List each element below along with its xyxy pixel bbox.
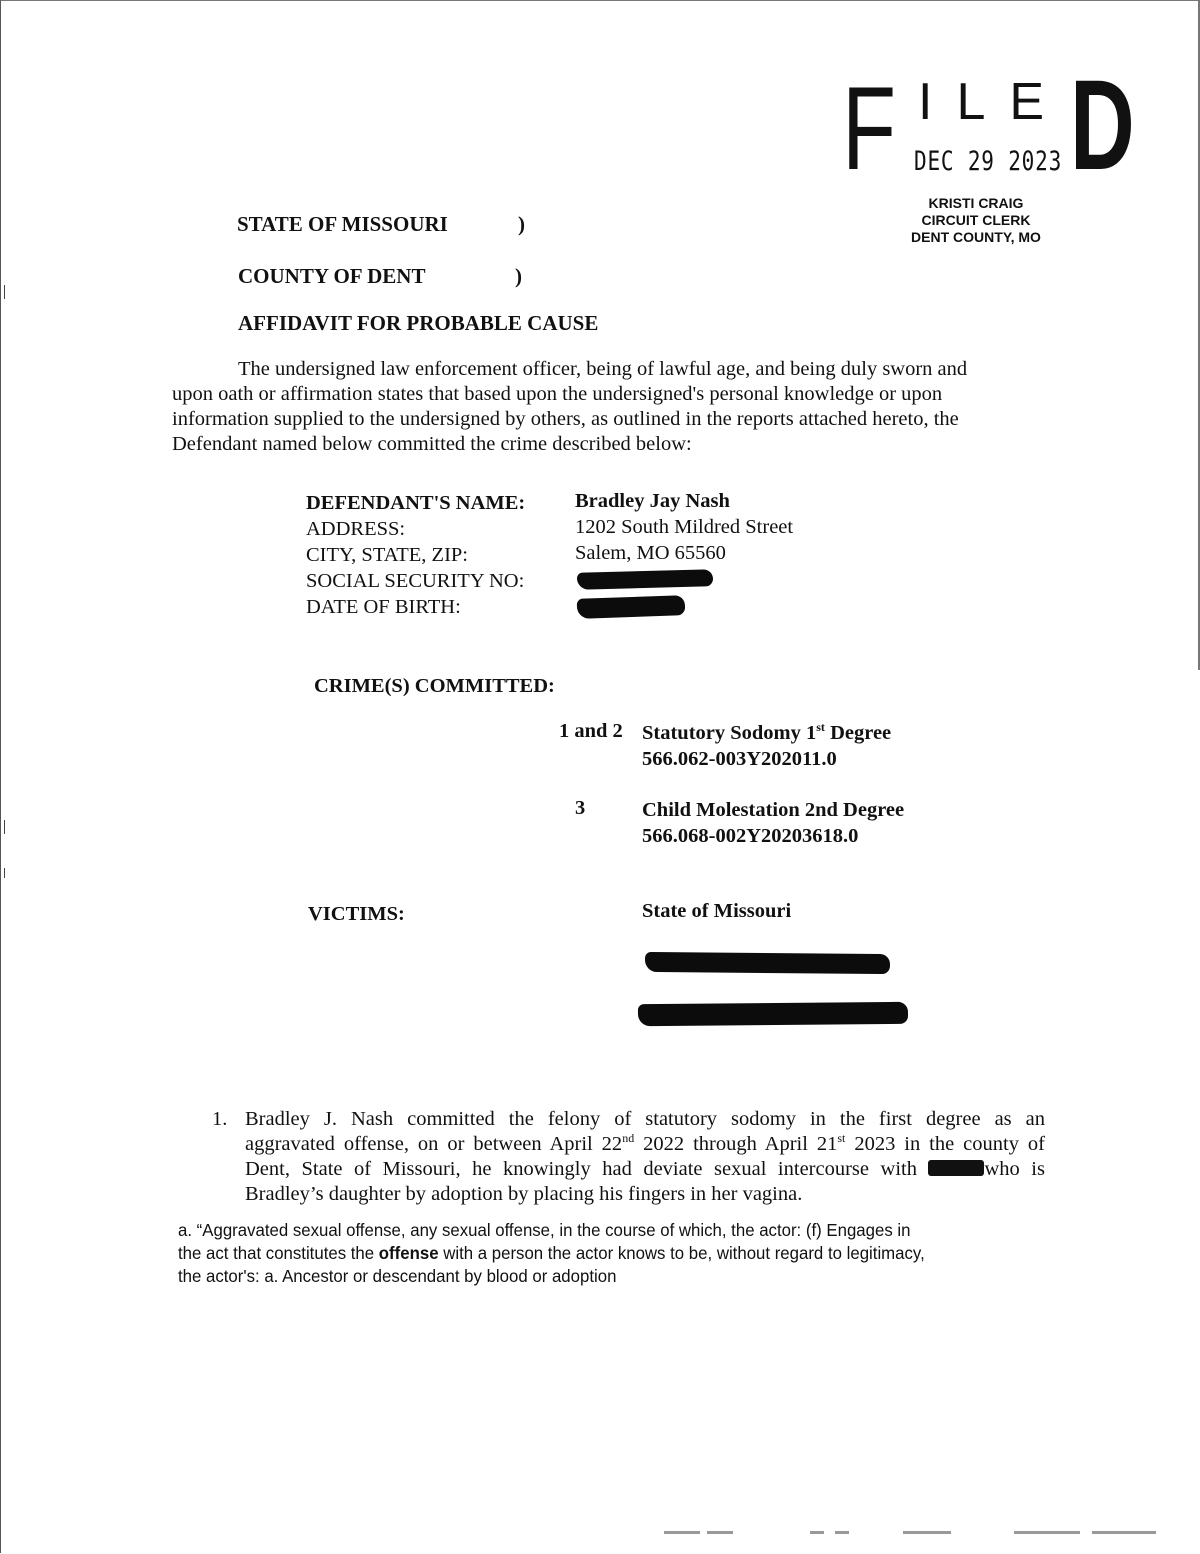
stamp-letter-d: D: [1070, 54, 1135, 197]
crime-code: 566.062-003Y202011.0: [642, 748, 837, 770]
stamp-date: DEC 29 2023: [914, 146, 1063, 177]
redaction-bar-dob: [577, 595, 686, 619]
scan-smudge: [1092, 1531, 1156, 1534]
crime-item: [642, 720, 891, 772]
intro-line: upon oath or affirmation states that based upon the undersigned's personal knowledge or upon: [172, 383, 943, 405]
defendant-labels: [306, 490, 525, 620]
scan-smudge: [810, 1531, 824, 1534]
narrative-line: Bradley’s daughter by adoption by placing his fingers in her vagina.: [245, 1183, 803, 1205]
scan-mark: [4, 868, 5, 878]
label-address: ADDRESS:: [306, 518, 406, 540]
intro-line: Defendant named below committed the crime described below:: [172, 433, 692, 455]
crime-name: Child Molestation 2nd Degree: [642, 799, 905, 821]
crimes-heading: CRIME(S) COMMITTED:: [314, 675, 555, 697]
victims-heading: VICTIMS:: [308, 903, 405, 925]
caption-paren: ): [518, 212, 525, 236]
scan-smudge: [664, 1531, 700, 1534]
definition-line: a. “Aggravated sexual offense, any sexual offense, in the course of which, the actor: (f) Engages in: [178, 1220, 911, 1240]
narrative-paragraph: [245, 1107, 1045, 1207]
intro-line: The undersigned law enforcement officer, being of lawful age, and being duly sworn and: [238, 358, 968, 380]
label-ssn: SOCIAL SECURITY NO:: [306, 570, 525, 592]
intro-line: information supplied to the undersigned by others, as outlined in the reports attached hereto, the: [172, 408, 959, 430]
label-defendant-name: DEFENDANT'S NAME:: [306, 492, 526, 514]
label-city-state-zip: CITY, STATE, ZIP:: [306, 544, 468, 566]
value-city-state-zip: Salem, MO 65560: [575, 542, 726, 564]
caption-county: COUNTY OF DENT: [238, 264, 426, 288]
scan-mark: [4, 820, 5, 834]
redaction-bar-inline: [928, 1160, 984, 1176]
narrative-line: aggravated offense, on or between April 22nd 2022 through April 21st 2023 in the county of: [245, 1131, 1045, 1155]
scan-smudge: [835, 1531, 849, 1534]
stamp-letters-ile: ILE: [918, 73, 1069, 131]
redaction-bar-victim: [638, 1002, 908, 1026]
scan-mark: [4, 285, 5, 299]
caption-state: STATE OF MISSOURI: [237, 212, 448, 236]
value-defendant-name: Bradley Jay Nash: [575, 490, 730, 512]
clerk-county: DENT COUNTY, MO: [911, 229, 1041, 245]
scan-smudge: [707, 1531, 733, 1534]
crime-item: [642, 797, 904, 849]
redaction-bar-victim: [645, 952, 890, 974]
crime-name: Statutory Sodomy 1st Degree: [642, 720, 892, 744]
scan-smudge: [903, 1531, 951, 1534]
defendant-values: [575, 488, 793, 566]
clerk-title: CIRCUIT CLERK: [921, 212, 1031, 228]
intro-paragraph: [172, 357, 1052, 457]
definition-paragraph: [178, 1219, 1042, 1288]
crime-code: 566.068-002Y20203618.0: [642, 825, 859, 847]
clerk-block: [896, 195, 1056, 246]
label-dob: DATE OF BIRTH:: [306, 596, 461, 618]
narrative-line: Dent, State of Missouri, he knowingly had deviate sexual intercourse with who is: [245, 1158, 1045, 1180]
victim-state: State of Missouri: [642, 900, 792, 922]
narrative-line: Bradley J. Nash committed the felony of statutory sodomy in the first degree as an: [245, 1108, 1045, 1130]
clerk-name: KRISTI CRAIG: [928, 195, 1024, 211]
caption-paren: ): [515, 264, 522, 288]
redaction-bar-ssn: [577, 569, 713, 590]
definition-line: the actor's: a. Ancestor or descendant by blood or adoption: [178, 1266, 617, 1286]
crime-counts: 1 and 2: [559, 720, 623, 742]
document-title: AFFIDAVIT FOR PROBABLE CAUSE: [238, 311, 599, 335]
value-address: 1202 South Mildred Street: [575, 516, 794, 538]
definition-line: the act that constitutes the offense with a person the actor knows to be, without regard to legitimacy,: [178, 1243, 925, 1263]
scan-smudge: [1014, 1531, 1080, 1534]
crime-counts: 3: [575, 797, 586, 819]
narrative-number: 1.: [212, 1108, 228, 1130]
stamp-letter-f: F: [842, 63, 897, 195]
